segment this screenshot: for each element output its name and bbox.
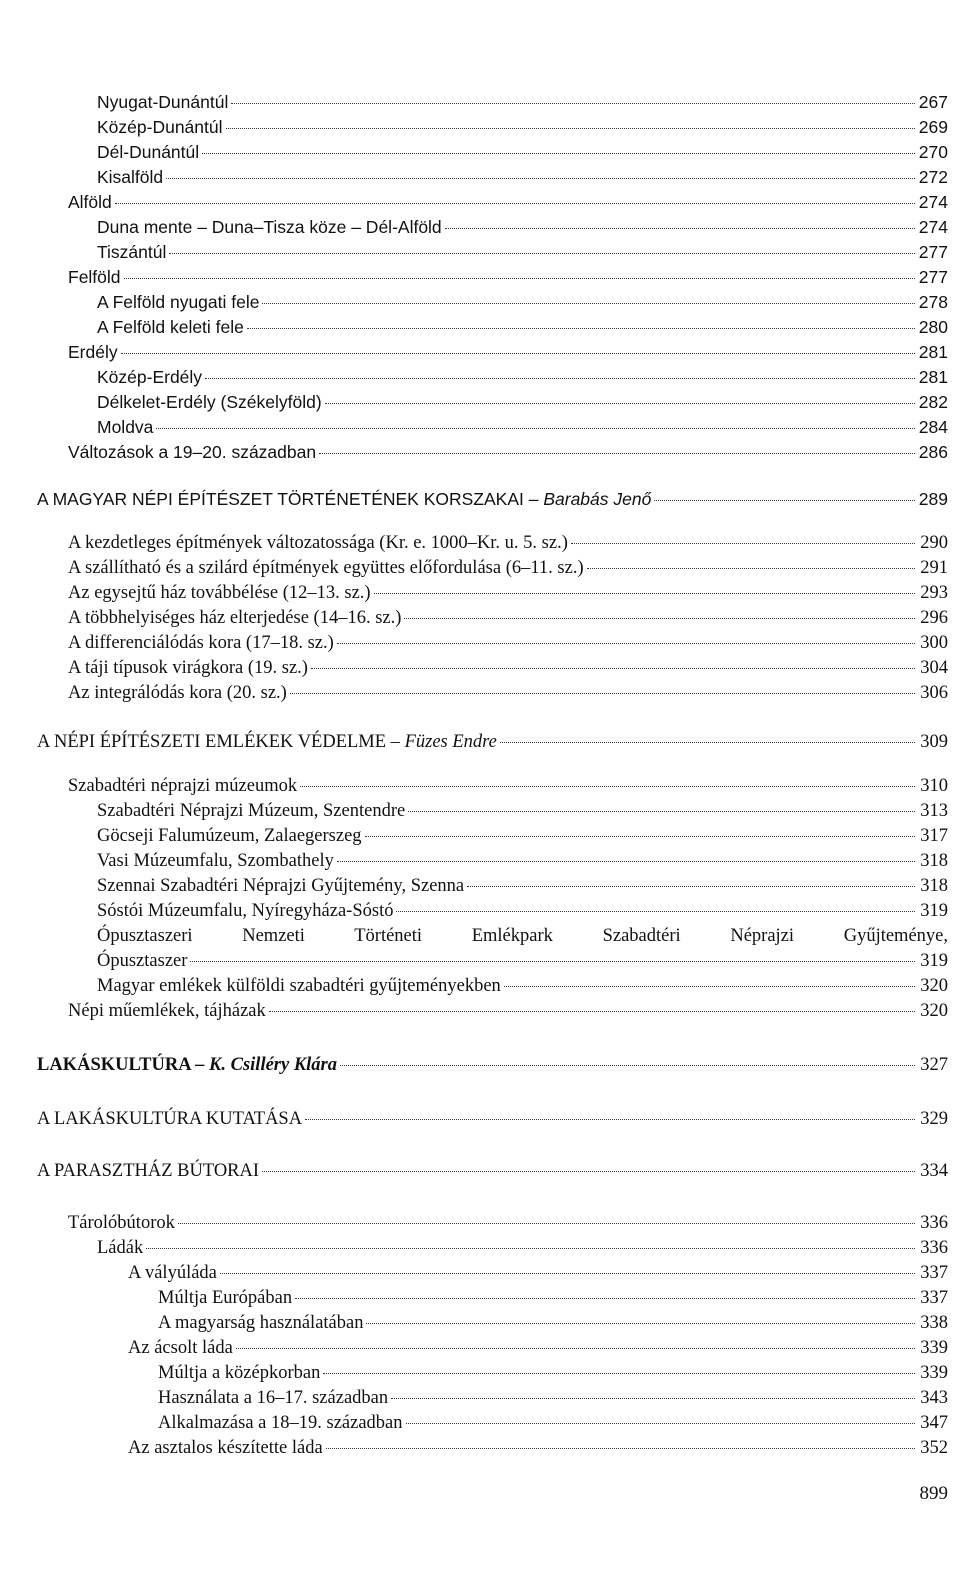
toc-entry[interactable] — [68, 556, 948, 580]
toc-entry-page: 277 — [918, 267, 948, 287]
toc-entry-title-text: Múltja a középkorban — [158, 1363, 321, 1383]
toc-entry-page: 300 — [920, 633, 948, 653]
toc-entry[interactable] — [97, 949, 948, 973]
toc-entry[interactable] — [37, 1107, 948, 1131]
dot-leader — [445, 216, 915, 229]
toc-entry-page: 347 — [920, 1413, 948, 1433]
toc-entry-page: 281 — [918, 367, 948, 387]
toc-entry-title — [68, 440, 316, 464]
dot-leader — [406, 1411, 915, 1424]
dot-leader — [190, 949, 915, 962]
toc-entry-title-text: Szabadtéri néprajzi múzeumok — [68, 776, 298, 796]
dot-leader — [231, 91, 915, 104]
toc-entry-title — [68, 190, 112, 214]
toc-entry-page: 327 — [920, 1055, 948, 1075]
toc-entry-page: 304 — [920, 658, 948, 678]
toc-entry-title — [37, 1159, 259, 1183]
toc-entry-page: 337 — [920, 1263, 948, 1283]
toc-entry[interactable] — [68, 606, 948, 630]
toc-entry[interactable] — [97, 899, 948, 923]
dot-leader — [319, 441, 915, 454]
dot-leader — [169, 241, 915, 254]
toc-entry-title-text: Tiszántúl — [97, 242, 167, 262]
dot-leader — [262, 1159, 915, 1172]
toc-entry-title-text: Nyugat-Dunántúl — [97, 92, 229, 112]
dot-leader — [337, 849, 915, 862]
toc-entry[interactable] — [68, 340, 948, 364]
toc-entry[interactable] — [97, 874, 948, 898]
toc-entry[interactable] — [97, 849, 948, 873]
toc-entry-page: 278 — [918, 292, 948, 312]
toc-entry-title — [158, 1286, 292, 1310]
toc-entry-title — [97, 924, 948, 948]
toc-entry-title-text: A differenciálódás kora (17–18. sz.) — [68, 633, 334, 653]
toc-entry-title-text: Sóstói Múzeumfalu, Nyíregyháza-Sóstó — [97, 901, 394, 921]
dot-leader — [654, 488, 915, 501]
toc-entry-page: 352 — [920, 1438, 948, 1458]
toc-entry[interactable] — [97, 974, 948, 998]
toc-entry-page: 319 — [920, 901, 948, 921]
dot-leader — [156, 416, 915, 429]
toc-entry-title-text: Az integrálódás kora (20. sz.) — [68, 683, 287, 703]
toc-entry-page: 339 — [920, 1338, 948, 1358]
toc-entry-title-text: Kisalföld — [97, 167, 164, 187]
dot-leader — [571, 531, 915, 544]
toc-entry-title-text: Szabadtéri Néprajzi Múzeum, Szentendre — [97, 801, 406, 821]
toc-entry[interactable] — [97, 415, 948, 439]
toc-entry[interactable] — [68, 656, 948, 680]
dot-leader — [236, 1336, 915, 1349]
toc-entry-title — [68, 1211, 175, 1235]
dot-leader — [374, 581, 915, 594]
toc-entry-title-text: A szállítható és a szilárd építmények együttes előfordulása (6–11. sz.) — [68, 558, 584, 578]
dot-leader — [290, 681, 915, 694]
toc-entry-page: 339 — [920, 1363, 948, 1383]
toc-entry[interactable] — [128, 1436, 948, 1460]
toc-entry-title-text: Az asztalos készítette láda — [128, 1438, 323, 1458]
toc-entry[interactable] — [158, 1411, 948, 1435]
toc-entry-title — [128, 1336, 233, 1360]
toc-entry-title-text: Változások a 19–20. században — [68, 442, 317, 462]
toc-entry-title — [37, 1053, 337, 1077]
toc-entry-title-text: A táji típusok virágkora (19. sz.) — [68, 658, 308, 678]
dot-leader — [323, 1361, 915, 1374]
toc-entry-title — [97, 240, 166, 264]
dot-leader — [391, 1386, 915, 1399]
toc-entry-title-text: Alföld — [68, 192, 112, 212]
toc-entry-title — [68, 681, 287, 705]
toc-entry-page: 320 — [920, 1001, 948, 1021]
toc-entry[interactable] — [158, 1311, 948, 1335]
toc-entry[interactable] — [97, 824, 948, 848]
dot-leader — [325, 391, 915, 404]
toc-entry-page: 313 — [920, 801, 948, 821]
toc-entry-title — [158, 1411, 403, 1435]
toc-entry-title-text: Tárolóbútorok — [68, 1213, 175, 1233]
toc-entry[interactable] — [37, 487, 948, 511]
toc-entry-page: 336 — [920, 1238, 948, 1258]
toc-entry-page: 291 — [920, 558, 948, 578]
dot-leader — [326, 1436, 915, 1449]
toc-entry-title-text: A Felföld nyugati fele — [97, 292, 260, 312]
dot-leader — [366, 1311, 915, 1324]
toc-entry-title-text: Felföld — [68, 267, 121, 287]
toc-entry[interactable] — [97, 924, 948, 948]
toc-entry[interactable] — [97, 115, 948, 139]
toc-entry[interactable] — [68, 681, 948, 705]
toc-entry-title-text: Népi műemlékek, tájházak — [68, 1001, 266, 1021]
toc-entry-title — [68, 656, 308, 680]
toc-entry-page: 289 — [918, 489, 948, 509]
toc-entry[interactable] — [128, 1336, 948, 1360]
dot-leader — [365, 824, 915, 837]
dot-leader — [262, 291, 915, 304]
toc-entry-title — [68, 631, 334, 655]
toc-entry-page: 286 — [918, 442, 948, 462]
toc-entry[interactable] — [97, 140, 948, 164]
toc-entry-title-text: Szennai Szabadtéri Néprajzi Gyűjtemény, Szenna — [97, 876, 465, 896]
toc-entry-page: 319 — [920, 951, 948, 971]
dot-leader — [587, 556, 915, 569]
toc-entry[interactable] — [97, 240, 948, 264]
toc-entry-title — [97, 874, 464, 898]
toc-entry-author: Füzes Endre — [404, 732, 497, 752]
toc-entry-title — [68, 340, 118, 364]
toc-entry[interactable] — [68, 631, 948, 655]
toc-entry[interactable] — [68, 531, 948, 555]
toc-entry-title — [97, 974, 501, 998]
toc-entry-page: 329 — [920, 1109, 948, 1129]
toc-entry[interactable] — [68, 440, 948, 464]
toc-entry-title — [97, 849, 334, 873]
toc-entry-page: 318 — [920, 876, 948, 896]
toc-entry[interactable] — [37, 1053, 948, 1077]
toc-entry[interactable] — [97, 1236, 948, 1260]
toc-entry-page: 338 — [920, 1313, 948, 1333]
toc-entry-title — [68, 774, 297, 798]
toc-entry-author: Barabás Jenő — [543, 489, 652, 509]
toc-entry-title-text: A PARASZTHÁZ BÚTORAI — [37, 1161, 260, 1181]
toc-entry-page: 336 — [920, 1213, 948, 1233]
dot-leader — [247, 316, 915, 329]
toc-entry[interactable] — [68, 999, 948, 1023]
toc-entry-page: 270 — [918, 142, 948, 162]
toc-entry-title — [97, 415, 153, 439]
toc-entry[interactable] — [97, 215, 948, 239]
toc-entry-page: 343 — [920, 1388, 948, 1408]
toc-entry-title — [97, 140, 199, 164]
toc-entry-title-text: Moldva — [97, 417, 154, 437]
toc-entry[interactable] — [158, 1286, 948, 1310]
toc-entry-title-text: Alkalmazása a 18–19. században — [158, 1413, 403, 1433]
toc-entry-title-text: A kezdetleges építmények változatossága (Kr. e. 1000–Kr. u. 5. sz.) — [68, 533, 568, 553]
toc-entry-title-text: Göcseji Falumúzeum, Zalaegerszeg — [97, 826, 362, 846]
toc-entry-title-text: Magyar emlékek külföldi szabadtéri gyűjteményekben — [97, 976, 501, 996]
dot-leader — [311, 656, 915, 669]
dot-leader — [226, 116, 916, 129]
dot-leader — [124, 266, 915, 279]
toc-entry-page: 280 — [918, 317, 948, 337]
toc-entry-title-text: A többhelyiséges ház elterjedése (14–16. sz.) — [68, 608, 402, 628]
toc-entry-title — [68, 999, 266, 1023]
toc-entry-page: 337 — [920, 1288, 948, 1308]
toc-entry-title — [97, 290, 259, 314]
toc-entry[interactable] — [68, 774, 948, 798]
toc-entry-page: 293 — [920, 583, 948, 603]
toc-entry[interactable] — [97, 390, 948, 414]
toc-entry[interactable] — [37, 730, 948, 754]
toc-entry-title-text: Ládák — [97, 1238, 144, 1258]
dot-leader — [467, 874, 915, 887]
page-number: 899 — [919, 1483, 948, 1504]
dot-leader — [115, 191, 915, 204]
toc-entry[interactable] — [97, 90, 948, 114]
toc-entry-title-text: Duna mente – Duna–Tisza köze – Dél-Alföld — [97, 217, 442, 237]
dot-leader — [295, 1286, 915, 1299]
toc-entry[interactable] — [68, 190, 948, 214]
dot-leader — [269, 999, 915, 1012]
toc-entry[interactable] — [68, 1211, 948, 1235]
dot-leader — [340, 1053, 915, 1066]
toc-entry-title — [158, 1361, 320, 1385]
toc-entry-title-text: A LAKÁSKULTÚRA KUTATÁSA — [37, 1109, 303, 1129]
toc-entry-page: 318 — [920, 851, 948, 871]
toc-entry-title — [68, 606, 401, 630]
toc-entry-page: 274 — [918, 192, 948, 212]
toc-entry-page: 272 — [918, 167, 948, 187]
dot-leader — [202, 141, 915, 154]
dot-leader — [404, 606, 915, 619]
toc-entry[interactable] — [97, 165, 948, 189]
toc-entry-title-text: Ópusztaszeri Nemzeti Történeti Emlékpark Szabadtéri Néprajzi Gyűjteménye, — [97, 926, 948, 946]
dot-leader — [500, 730, 915, 743]
toc-entry-author: K. Csilléry Klára — [209, 1055, 338, 1075]
toc-entry-title — [68, 581, 371, 605]
toc-entry-title-text: Ópusztaszer — [97, 951, 188, 971]
toc-entry-title — [128, 1261, 217, 1285]
toc-entry[interactable] — [128, 1261, 948, 1285]
dot-leader — [300, 774, 915, 787]
toc-entry-page: 282 — [918, 392, 948, 412]
toc-entry-page: 296 — [920, 608, 948, 628]
toc-entry-page: 306 — [920, 683, 948, 703]
toc-entry-page: 309 — [920, 732, 948, 752]
toc-entry-page: 277 — [918, 242, 948, 262]
dot-leader — [205, 366, 915, 379]
toc-entry-page: 274 — [918, 217, 948, 237]
toc-entry-title-text: Délkelet-Erdély (Székelyföld) — [97, 392, 322, 412]
toc-entry-title-text: Használata a 16–17. században — [158, 1388, 389, 1408]
toc-entry-title-text: A magyarság használatában — [158, 1313, 364, 1333]
toc-entry-title-text: LAKÁSKULTÚRA – — [37, 1055, 210, 1075]
toc-entry[interactable] — [97, 365, 948, 389]
dot-leader — [220, 1261, 915, 1274]
toc-entry[interactable] — [97, 290, 948, 314]
toc-entry-title — [97, 215, 442, 239]
toc-entry[interactable] — [68, 265, 948, 289]
toc-entry-title — [97, 165, 163, 189]
toc-entry[interactable] — [37, 1159, 948, 1183]
dot-leader — [121, 341, 915, 354]
dot-leader — [166, 166, 915, 179]
toc-entry-title — [68, 265, 121, 289]
toc-entry-page: 269 — [918, 117, 948, 137]
dot-leader — [146, 1236, 915, 1249]
toc-entry-page: 310 — [920, 776, 948, 796]
toc-entry-title — [97, 365, 202, 389]
toc-entry-title — [97, 899, 393, 923]
toc-entry-title — [128, 1436, 323, 1460]
dot-leader — [408, 799, 915, 812]
toc-entry-title-text: Erdély — [68, 342, 118, 362]
toc-entry-title — [97, 1236, 143, 1260]
dot-leader — [337, 631, 915, 644]
toc-entry-page: 281 — [918, 342, 948, 362]
toc-entry-page: 284 — [918, 417, 948, 437]
toc-entry-title — [158, 1311, 363, 1335]
toc-entry-title — [97, 824, 362, 848]
toc-entry-title-text: Az egysejtű ház továbbélése (12–13. sz.) — [68, 583, 371, 603]
toc-entry-title-text: A vályúláda — [128, 1263, 217, 1283]
toc-entry-page: 290 — [920, 533, 948, 553]
toc-entry-title — [68, 556, 584, 580]
toc-entry-title — [97, 90, 228, 114]
toc-entry-title-text: Közép-Dunántúl — [97, 117, 223, 137]
toc-entry-page: 334 — [920, 1161, 948, 1181]
toc-entry-page: 267 — [918, 92, 948, 112]
toc-entry-title — [97, 799, 405, 823]
dot-leader — [396, 899, 915, 912]
toc-entry-title — [37, 1107, 302, 1131]
dot-leader — [504, 974, 915, 987]
toc-entry-title — [97, 115, 223, 139]
toc-entry-page: 320 — [920, 976, 948, 996]
dot-leader — [305, 1107, 915, 1120]
toc-entry-title-text: Az ácsolt láda — [128, 1338, 233, 1358]
toc-entry-title-text: Vasi Múzeumfalu, Szombathely — [97, 851, 334, 871]
toc-entry-title-text: Közép-Erdély — [97, 367, 203, 387]
toc-entry[interactable] — [97, 315, 948, 339]
toc-entry-title — [97, 949, 187, 973]
toc-entry-title — [97, 315, 244, 339]
toc-entry[interactable] — [158, 1386, 948, 1410]
toc-entry-title — [37, 730, 497, 754]
toc-entry-title-text: A NÉPI ÉPÍTÉSZETI EMLÉKEK VÉDELME – — [37, 732, 405, 752]
toc-entry-title-text: Múltja Európában — [158, 1288, 293, 1308]
toc-entry[interactable] — [97, 799, 948, 823]
toc-entry-title-text: A MAGYAR NÉPI ÉPÍTÉSZET TÖRTÉNETÉNEK KORSZAKAI – — [37, 489, 544, 509]
dot-leader — [178, 1211, 915, 1224]
toc-entry[interactable] — [68, 581, 948, 605]
toc-entry[interactable] — [158, 1361, 948, 1385]
toc-entry-title — [68, 531, 568, 555]
toc-entry-title — [158, 1386, 388, 1410]
toc-entry-title — [97, 390, 322, 414]
toc-entry-title-text: Dél-Dunántúl — [97, 142, 200, 162]
toc-entry-title-text: A Felföld keleti fele — [97, 317, 244, 337]
toc-entry-page: 317 — [920, 826, 948, 846]
toc-entry-title — [37, 487, 651, 511]
